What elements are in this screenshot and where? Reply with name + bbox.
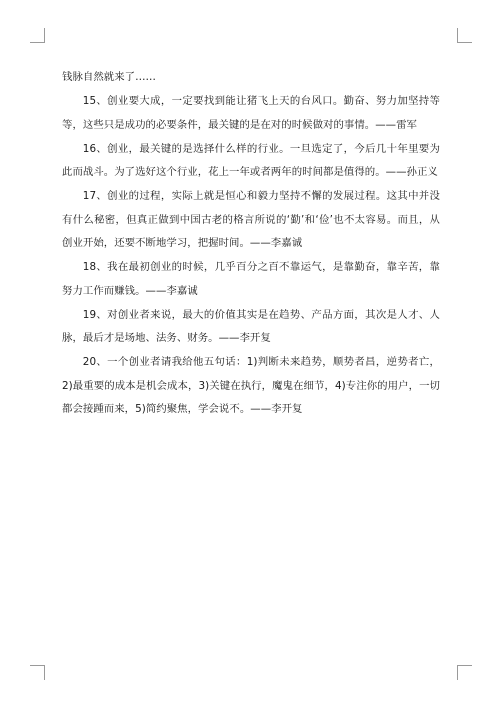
crop-mark-top-right (457, 28, 472, 43)
paragraph-quote-15: 15、创业要大成，一定要找到能让猪飞上天的台风口。勤奋、努力加坚持等等，这些只是成功的必要条件，最关键的是在对的时候做对的事情。——雷军 (62, 95, 440, 131)
crop-mark-bottom-right (457, 665, 472, 680)
paragraph-quote-19: 19、对创业者来说，最大的价值其实是在趋势、产品方面，其次是人才、人脉，最后才是场地、法务、财务。——李开复 (62, 308, 440, 344)
crop-mark-top-left (30, 28, 45, 43)
paragraph-continuation: 钱脉自然就来了…… (62, 71, 156, 83)
crop-mark-bottom-left (30, 665, 45, 680)
paragraph-quote-16: 16、创业，最关键的是选择什么样的行业。一旦选定了，今后几十年里要为此而战斗。为了选好这个行业，花上一年或者两年的时间都是值得的。——孙正义 (62, 142, 440, 178)
paragraph-quote-17: 17、创业的过程，实际上就是恒心和毅力坚持不懈的发展过程。这其中并没有什么秘密，但真正做到中国古老的格言所说的‘勤’和‘俭’也不太容易。而且，从创业开始，还要不断地学习，把握时间。——李嘉诚 (62, 190, 440, 249)
document-body (62, 66, 440, 422)
paragraph-quote-18: 18、我在最初创业的时候，几乎百分之百不靠运气，是靠勤奋，靠辛苦，靠努力工作而赚钱。——李嘉诚 (62, 261, 440, 297)
paragraph-quote-20: 20、一个创业者请我给他五句话：1)判断未来趋势，顺势者昌，逆势者亡，2)最重要的成本是机会成本，3)关键在执行，魔鬼在细节，4)专注你的用户，一切都会接踵而来，5)简约聚焦，学会说不。——李开复 (62, 356, 440, 415)
